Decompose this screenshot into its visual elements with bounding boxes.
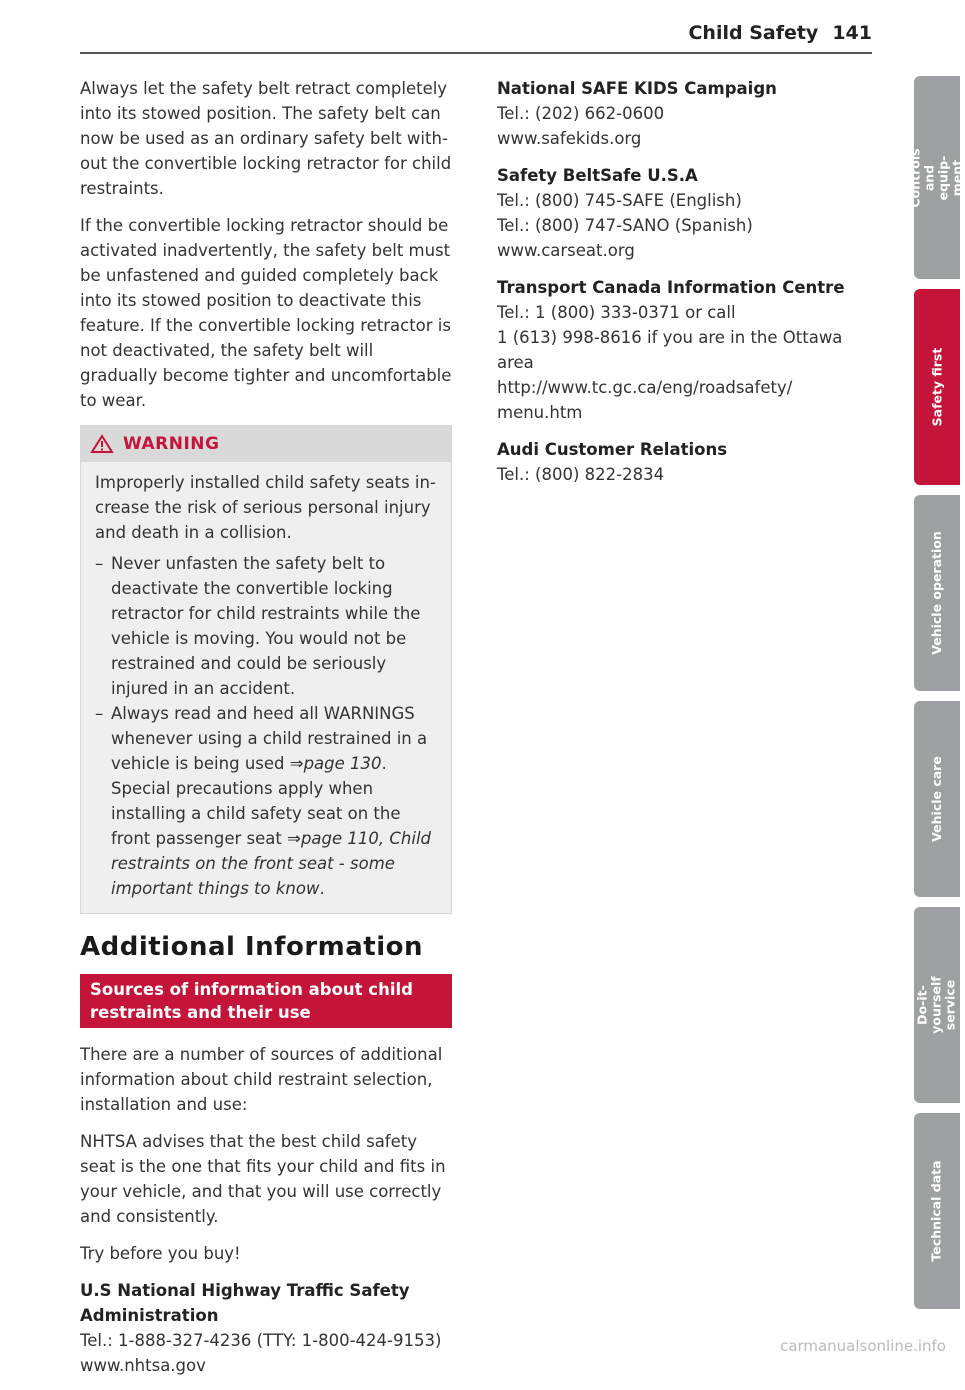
org-entry <box>497 437 869 487</box>
warning-triangle-icon <box>91 435 113 453</box>
org-phone: Tel.: (800) 745-SAFE (English) <box>497 191 742 210</box>
tab-vehicle-operation[interactable]: Vehicle operation <box>914 495 960 691</box>
org-name: National SAFE KIDS Campaign <box>497 79 777 98</box>
list-item: – Always read and heed all WARNINGS whenever using a child restrained in a vehicle is being used ⇒page 130. Special precautions apply when installing a child safety seat on the front passenger seat ⇒page 110, Child restraints on the front seat - some important things to know. <box>95 704 432 898</box>
org-name: Transport Canada Information Centre <box>497 278 845 297</box>
org-website: www.nhtsa.gov <box>80 1356 206 1375</box>
page-reference-link[interactable]: ⇒page 130 <box>289 754 382 773</box>
paragraph: Always let the safety belt retract completely into its stowed position. The safety belt can now be used as an ordinary safety belt without the convertible locking retractor for child restraints. <box>80 79 452 198</box>
org-entry <box>80 1278 452 1378</box>
org-name: U.S National Highway Traffic Safety Administration <box>80 1281 410 1325</box>
org-website: www.carseat.org <box>497 241 635 260</box>
left-column <box>80 76 452 1390</box>
warning-list <box>95 551 437 901</box>
section-heading: Additional Information <box>80 932 424 962</box>
tab-technical-data[interactable]: Technical data <box>914 1113 960 1309</box>
tab-controls-and-equipment[interactable]: Controls and equipment <box>914 76 960 279</box>
list-item: – Never unfasten the safety belt to deactivate the convertible locking retractor for child restraints while the vehicle is moving. You would not be restrained and could be seriously injured in an accident. <box>95 554 421 698</box>
paragraph: Try before you buy! <box>80 1244 241 1263</box>
section-title: Child Safety <box>688 22 819 44</box>
header-rule <box>80 52 872 54</box>
warning-intro: Improperly installed child safety seats increase the risk of serious personal injury and death in a collision. <box>95 473 436 542</box>
org-phone: Tel.: 1 (800) 333-0371 or call <box>497 303 736 322</box>
org-phone: Tel.: 1-888-327-4236 (TTY: 1-800-424-9153) <box>80 1331 442 1350</box>
tab-vehicle-care[interactable]: Vehicle care <box>914 701 960 897</box>
org-name: Audi Customer Relations <box>497 440 728 459</box>
page-reference-link[interactable]: ⇒page 110, Child restraints on the front seat - some important things to know <box>111 829 432 898</box>
warning-body <box>81 462 451 913</box>
warning-box <box>80 425 452 914</box>
warning-title: WARNING <box>123 434 220 454</box>
right-column <box>497 76 869 499</box>
org-phone: 1 (613) 998-8616 if you are in the Ottawa area <box>497 328 843 372</box>
org-phone: Tel.: (800) 747-SANO (Spanish) <box>497 216 753 235</box>
running-header <box>688 22 872 44</box>
org-name: Safety BeltSafe U.S.A <box>497 166 698 185</box>
org-website: www.safekids.org <box>497 129 642 148</box>
paragraph: NHTSA advises that the best child safety seat is the one that fits your child and fits in your vehicle, and that you will use correctly and consistently. <box>80 1132 446 1226</box>
paragraph: There are a number of sources of additional information about child restraint selection, installation and use: <box>80 1045 443 1114</box>
warning-header <box>81 426 451 462</box>
org-entry <box>497 163 869 263</box>
org-entry <box>497 76 869 151</box>
subsection-bar: Sources of information about child restraints and their use <box>80 974 452 1028</box>
paragraph: If the convertible locking retractor should be activated inadvertently, the safety belt must be unfastened and guided completely back into its stowed position to deactivate this feature. If the convertible locking retractor is not deactivated, the safety belt will gradually become tighter and uncomfortable to wear. <box>80 216 452 410</box>
org-entry <box>497 275 869 425</box>
org-phone: Tel.: (800) 822-2834 <box>497 465 665 484</box>
tab-do-it-yourself-service[interactable]: Do-it-yourself service <box>914 907 960 1103</box>
org-phone: Tel.: (202) 662-0600 <box>497 104 665 123</box>
tab-safety-first[interactable]: Safety first <box>914 289 960 485</box>
org-website: http://www.tc.gc.ca/eng/roadsafety/ menu.htm <box>497 378 793 422</box>
page-number: 141 <box>832 22 872 44</box>
watermark: carmanualsonline.info <box>780 1337 946 1355</box>
